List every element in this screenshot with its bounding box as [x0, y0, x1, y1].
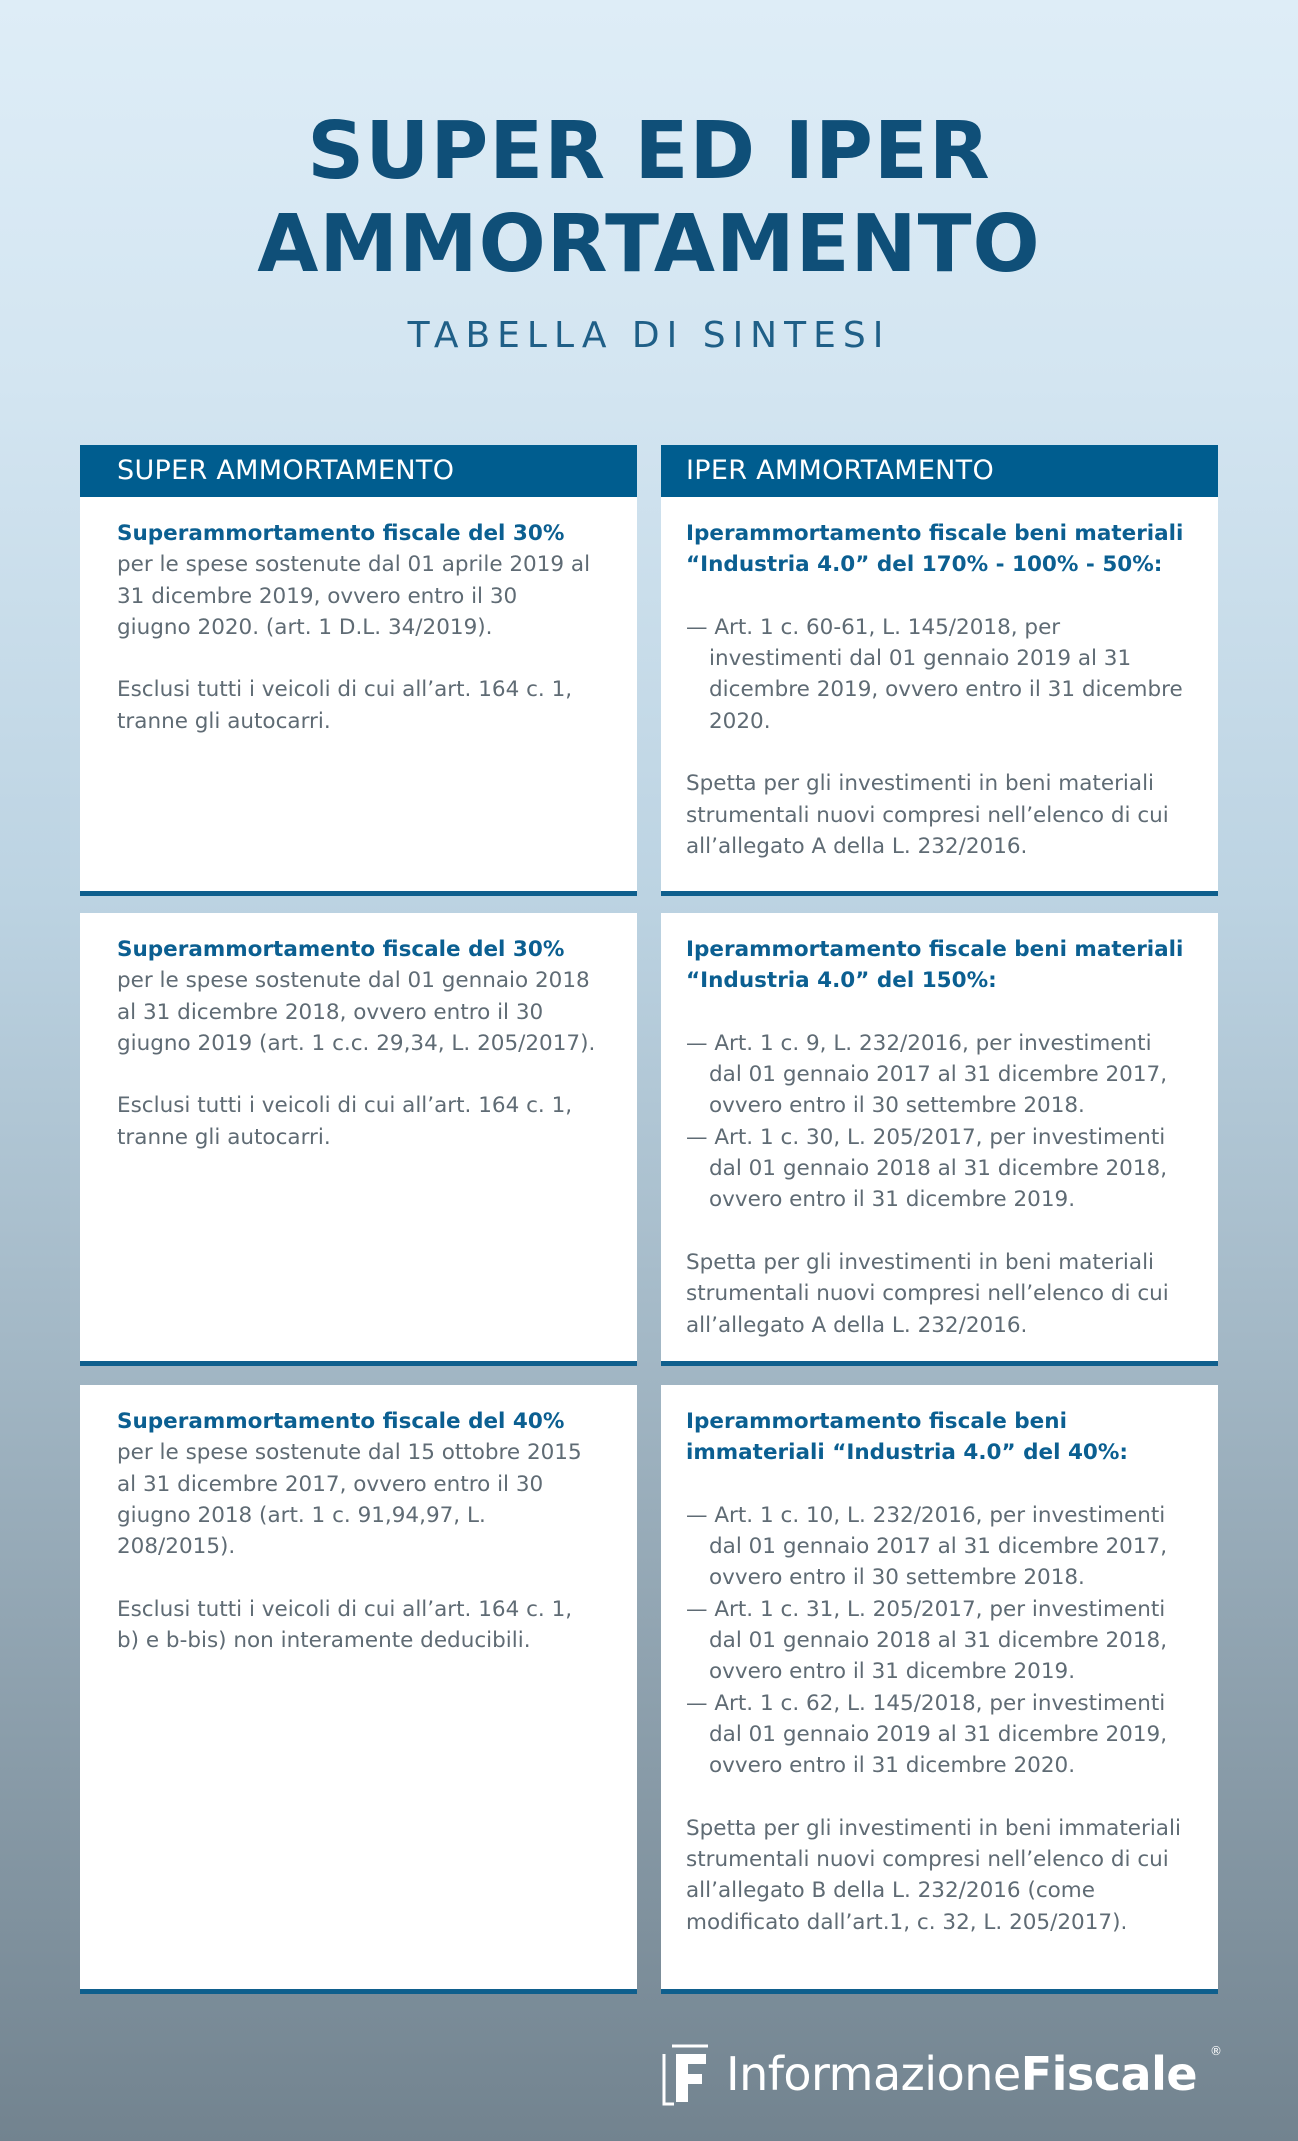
column-header-iper: IPER AMMORTAMENTO	[661, 445, 1218, 497]
iper-card-1-note: Spetta per gli investimenti in beni materiali strumentali nuovi compresi nell’elenco di cui all’allegato A della L. 232/2016.	[686, 771, 1169, 859]
super-card-2	[80, 913, 637, 1366]
logo-name-regular: Informazione	[726, 2047, 1021, 2101]
super-card-1	[80, 497, 637, 896]
page-subtitle: TABELLA DI SINTESI	[407, 315, 891, 356]
super-card-2-note: Esclusi tutti i veicoli di cui all’art. 164 c. 1, tranne gli autocarri.	[117, 1093, 573, 1150]
iper-card-2-bullet-2: — Art. 1 c. 30, L. 205/2017, per investimenti dal 01 gennaio 2018 al 31 dicembre 2018, ovvero entro il 31 dicembre 2019.	[686, 1124, 1168, 1213]
super-card-3-note: Esclusi tutti i veicoli di cui all’art. 164 c. 1, b) e b-bis) non interamente deducibili.	[117, 1596, 573, 1654]
super-card-1-text: per le spese sostenute dal 01 aprile 2019 al 31 dicembre 2019, ovvero entro il 30 giugno 2020. (art. 1 D.L. 34/2019).	[117, 552, 591, 640]
super-card-3-text: per le spese sostenute dal 15 ottobre 2015 al 31 dicembre 2017, ovvero entro il 30 giugno 2018 (art. 1 c. 91,94,97, L. 208/2015).	[117, 1440, 582, 1560]
iper-card-2	[661, 913, 1218, 1366]
iper-card-3-bullet-3: — Art. 1 c. 62, L. 145/2018, per investimenti dal 01 gennaio 2019 al 31 dicembre 2019, ovvero entro il 31 dicembre 2020.	[686, 1690, 1168, 1779]
iper-card-3-bullet-1: — Art. 1 c. 10, L. 232/2016, per investimenti dal 01 gennaio 2017 al 31 dicembre 2017, ovvero entro il 30 settembre 2018.	[686, 1502, 1168, 1591]
iper-card-1-highlight: Iperammortamento fiscale beni materiali “Industria 4.0” del 170% - 100% - 50%:	[686, 521, 1184, 578]
logo-name-bold: Fiscale	[1020, 2047, 1198, 2101]
iper-card-3-highlight: Iperammortamento fiscale beni immateriali “Industria 4.0” del 40%:	[686, 1409, 1129, 1466]
page-title	[0, 105, 1298, 291]
super-card-2-body	[117, 934, 597, 1059]
iper-card-3-note: Spetta per gli investimenti in beni immateriali strumentali nuovi compresi nell’elenco di cui all’allegato B della L. 232/2016 (come modificato dall’art.1, c. 32, L. 205/2017).	[686, 1815, 1181, 1935]
title-line-1: SUPER ED IPER	[307, 105, 991, 197]
iper-card-1	[661, 497, 1218, 896]
iper-card-1-bullet-1: — Art. 1 c. 60-61, L. 145/2018, per investimenti dal 01 gennaio 2019 al 31 dicembre 2019, ovvero entro il 31 dicembre 2020.	[686, 614, 1183, 734]
iper-card-2-bullet-1: — Art. 1 c. 9, L. 232/2016, per investimenti dal 01 gennaio 2017 al 31 dicembre 2017, ovvero entro il 30 settembre 2018.	[686, 1030, 1168, 1119]
super-card-1-body	[117, 518, 597, 643]
iper-card-2-highlight: Iperammortamento fiscale beni materiali “Industria 4.0” del 150%:	[686, 937, 1184, 994]
iper-card-3	[661, 1385, 1218, 1994]
super-card-3-highlight: Superammortamento fiscale del 40%	[117, 1409, 565, 1434]
super-card-2-highlight: Superammortamento fiscale del 30%	[117, 937, 565, 962]
brand-logo	[662, 2040, 1222, 2110]
super-card-2-text: per le spese sostenute dal 01 gennaio 2018 al 31 dicembre 2018, ovvero entro il 30 giugno 2019 (art. 1 c.c. 29,34, L. 205/2017).	[117, 968, 596, 1056]
registered-mark: ®	[1210, 2044, 1222, 2058]
iper-card-2-note: Spetta per gli investimenti in beni materiali strumentali nuovi compresi nell’elenco di cui all’allegato A della L. 232/2016.	[686, 1249, 1169, 1338]
super-card-3	[80, 1385, 637, 1994]
logo-f-icon	[662, 2044, 718, 2106]
logo-wordmark	[726, 2046, 1197, 2102]
iper-card-3-bullet-2: — Art. 1 c. 31, L. 205/2017, per investimenti dal 01 gennaio 2018 al 31 dicembre 2018, ovvero entro il 31 dicembre 2019.	[686, 1596, 1168, 1685]
super-card-3-body	[117, 1406, 597, 1562]
super-card-1-highlight: Superammortamento fiscale del 30%	[117, 521, 565, 546]
title-line-2: AMMORTAMENTO	[257, 198, 1041, 290]
column-header-super: SUPER AMMORTAMENTO	[80, 445, 637, 497]
super-card-1-note: Esclusi tutti i veicoli di cui all’art. 164 c. 1, tranne gli autocarri.	[117, 677, 573, 734]
